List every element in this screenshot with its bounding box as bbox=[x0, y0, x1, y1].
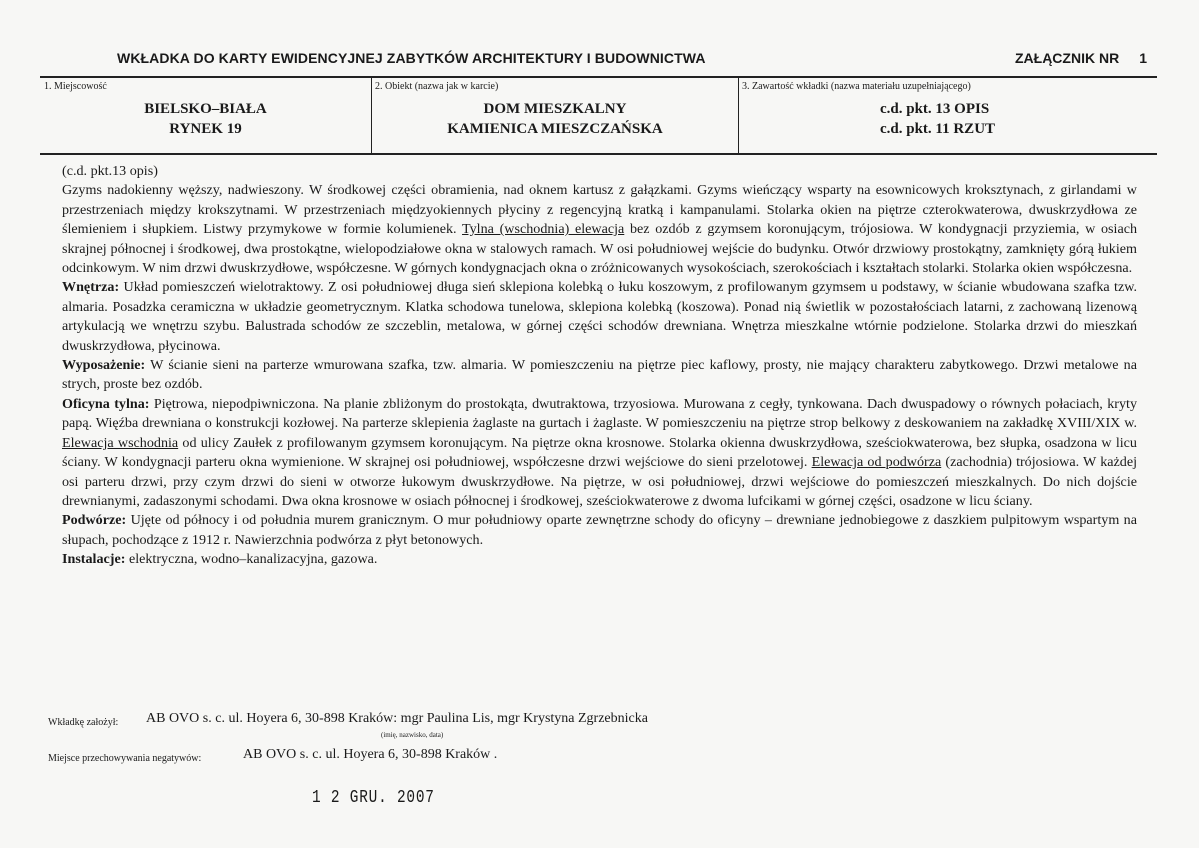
interior-text: Układ pomieszczeń wielotraktowy. Z osi południowej długa sień sklepiona kolebką o łuku koszowym, z profilowanym gzymsem u podstawy, w ścianie wbudowana szafka tzw. almaria. Posadzka ceramiczna w układzie geometrycznym. Klatka schodowa tunelowa, sklepiona kolebką (koszowa). Ponad nią świetlik w pozostałościach latarni, z zachowaną lizenową artykulacją we wnętrzu szybu. Balustrada schodów ze szczeblin, metalowa, w górnej części schodów drewniana. Wnętrza mieszkalne wtórnie podzielone. Stolarka drzwi do mieszkań dwuskrzydłowa, płycinowa. bbox=[62, 279, 1137, 354]
facade-text-a: Gzyms nadokienny węższy, nadwieszony. W środkowej części obramienia, nad oknem kartusz z gałązkami. Gzyms wieńczący wsparty na esownicowych kroksztynach, z girlandami w przestrzeniach między krokszytnami. W przestrzeniach międzyokiennych płyciny z regencyjną kratką i kampanulami. Stolarka okien na piętrze czterokwaterowa, dwuskrzydłowa ze ślemieniem i słupkiem. Listwy przymykowe w formie kolumienek. bbox=[62, 182, 1137, 238]
facade-text-b: bez ozdób z gzymsem koronującym, trójosiowa. W kondygnacji przyziemia, w osiach skrajnej północnej i środkowej, dwa prostokątne, wielopodziałowe okna w stalowych ramach. W osi południowej wejście do budynku. Otwór drzwiowy prostokątny, zamknięty górą łukiem odcinkowym. W nim drzwi dwuskrzydłowe, współczesne. W górnych kondygnacjach okna o zróżnicowanych wysokościach, szerokościach i kształtach stolarki. Stolarka okien współczesna. bbox=[62, 221, 1137, 277]
continuation-note: (c.d. pkt.13 opis) bbox=[62, 163, 158, 179]
annex-building-label: Oficyna tylna: bbox=[62, 395, 150, 412]
document-title: WKŁADKA DO KARTY EWIDENCYJNEJ ZABYTKÓW ARCHITEKTURY I BUDOWNICTWA bbox=[117, 50, 706, 66]
header-rule-top bbox=[40, 76, 1157, 78]
place-city: BIELSKO–BIAŁA bbox=[144, 101, 267, 117]
annex-building-text-c: (zachodnia) trójosiowa. W każdej osi parteru drzwi, przy czym drzwi do sieni w otworze łukowym dwuskrzydłowe. Na piętrze, w osi południowej, drzwi wejściowe do pomieszczeń mieszkalnych. Do nich dojście drewnianymi, zadaszonymi schodami. Dwa okna krosnowe w osiach północnej i środkowej, sześciokwaterowe z dwoma lufcikami w górnej części, osadzone w licu ściany. bbox=[62, 454, 1137, 509]
annex-building-text-b: od ulicy Zaułek z profilowanym gzymsem koronującym. Na piętrze okna krosnowe. Stolarka okienna dwuskrzydłowa, sześciokwaterowa, bez słupka, osadzona w licu ściany. W kondygnacji parteru okna wymienione. W skrajnej osi południowej, współczesne drzwi wejściowe do sieni przelotowej. bbox=[62, 434, 1137, 471]
prepared-by-value: AB OVO s. c. ul. Hoyera 6, 30-898 Kraków: mgr Paulina Lis, mgr Krystyna Zgrzebnicka bbox=[146, 711, 648, 726]
content-item-1: c.d. pkt. 13 OPIS bbox=[880, 101, 990, 117]
equipment-text: W ścianie sieni na parterze wmurowana szafka, tzw. almaria. W pomieszczeniu na piętrze piec kaflowy, prosty, nie mający charakteru zabytkowego. Drzwi metalowe na strych, proste bez ozdób. bbox=[62, 357, 1137, 393]
place-address: RYNEK 19 bbox=[169, 121, 242, 137]
storage-value: AB OVO s. c. ul. Hoyera 6, 30-898 Kraków . bbox=[243, 747, 498, 762]
yard-label: Podwórze: bbox=[62, 512, 127, 529]
date-stamp: 1 2 GRU. 2007 bbox=[312, 788, 435, 808]
annex-label bbox=[1015, 50, 1147, 66]
installations-label: Instalacje: bbox=[62, 551, 126, 568]
content-item-2: c.d. pkt. 11 RZUT bbox=[880, 121, 996, 137]
content-label: 3. Zawartość wkładki (nazwa materiału uzupełniającego) bbox=[742, 81, 971, 92]
annex-number: 1 bbox=[1139, 50, 1147, 66]
rear-facade-heading: Tylna (wschodnia) elewacja bbox=[462, 221, 625, 238]
east-facade-heading: Elewacja wschodnia bbox=[62, 434, 179, 451]
description-body bbox=[62, 162, 1137, 570]
place-value bbox=[40, 99, 371, 139]
yard-paragraph bbox=[62, 511, 1137, 550]
equipment-paragraph bbox=[62, 356, 1137, 395]
annex-label-text: ZAŁĄCZNIK NR bbox=[1014, 50, 1120, 66]
annex-building-paragraph bbox=[62, 395, 1137, 511]
facade-paragraph bbox=[62, 181, 1137, 278]
interior-label: Wnętrza: bbox=[62, 279, 120, 296]
object-type: KAMIENICA MIESZCZAŃSKA bbox=[447, 121, 663, 137]
object-label: 2. Obiekt (nazwa jak w karcie) bbox=[375, 81, 499, 92]
installations-paragraph bbox=[62, 550, 1137, 569]
place-label: 1. Miejscowość bbox=[44, 81, 107, 92]
yard-facade-heading: Elewacja od podwórza bbox=[811, 454, 942, 471]
yard-text: Ujęte od północy i od południa murem granicznym. O mur południowy oparte zewnętrzne schody do oficyny – drewniane jednobiegowe z daszkiem pulpitowym wspartym na słupach, pochodzące z 1912 r. Nawierzchnia podwórza z płyt betonowych. bbox=[62, 512, 1137, 548]
object-value bbox=[372, 99, 738, 139]
equipment-label: Wyposażenie: bbox=[62, 357, 146, 374]
storage-label: Miejsce przechowywania negatywów: bbox=[48, 753, 202, 764]
header-rule-bottom bbox=[40, 153, 1157, 155]
annex-building-text-a: Piętrowa, niepodpiwniczona. Na planie zbliżonym do prostokąta, dwutraktowa, trzyosiowa. Murowana z cegły, tynkowana. Dach dwuspadowy o równych połaciach, kryty papą. Więźba drewniana o konstrukcji kozłowej. Na parterze sklepienia żaglaste na gurtach i żaglaste. W pomieszczeniu na piętrze strop belkowy z deskowaniem na zakładkę XVIII/XIX w. bbox=[62, 395, 1137, 432]
object-name: DOM MIESZKALNY bbox=[483, 101, 627, 117]
interior-paragraph bbox=[62, 278, 1137, 356]
prepared-by-note: (imię, nazwisko, data) bbox=[381, 731, 444, 739]
prepared-by-label: Wkładkę założył: bbox=[48, 717, 119, 728]
installations-text: elektryczna, wodno–kanalizacyjna, gazowa. bbox=[125, 551, 378, 568]
column-divider-2 bbox=[738, 78, 739, 153]
content-value bbox=[880, 99, 1080, 139]
